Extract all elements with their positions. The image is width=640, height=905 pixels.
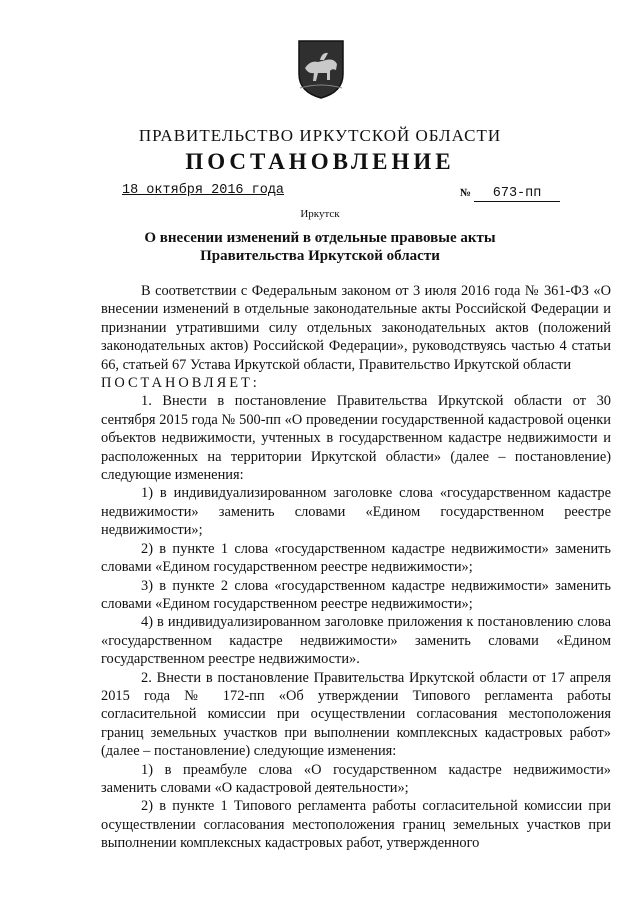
paragraph: 4) в индивидуализированном заголовке приложения к постановлению слова «государственном кадастре недвижимости» заменить словами «Едином государственном реестре недвижимости». — [101, 614, 611, 668]
document-number: 673-пп — [474, 186, 560, 202]
resolution-word: ПОСТАНОВЛЯЕТ: — [101, 375, 260, 392]
document-number-row — [460, 185, 560, 202]
document-date: 18 октября 2016 года — [122, 183, 285, 198]
paragraph: 2) в пункте 1 Типового регламента работы согласительной комиссии при осуществлении согласования местоположения границ земельных участков при выполнении комплексных кадастровых работ, утвержденного — [101, 798, 611, 852]
paragraph: В соответствии с Федеральным законом от 3 июля 2016 года № 361-ФЗ «О внесении изменений в отдельные законодательные акты Российской Федерации и признании утратившими силу отдельных законодательных актов (положений законодательных актов) Российской Федерации», руководствуясь частью 4 статьи 66, статьей 67 Устава Иркутской области, Правительство Иркутской области — [101, 283, 611, 373]
title-line-2: Правительства Иркутской области — [200, 248, 440, 264]
coat-of-arms-emblem — [296, 38, 346, 100]
authority-name: ПРАВИТЕЛЬСТВО ИРКУТСКОЙ ОБЛАСТИ — [138, 126, 502, 145]
paragraph: 1) в преамбуле слова «О государственном кадастре недвижимости» заменить словами «О кадастровой деятельности»; — [101, 761, 611, 796]
paragraph: 2. Внести в постановление Правительства Иркутской области от 17 апреля 2015 года № 172-пп «Об утверждении Типового регламента работы согласительной комиссии при осуществлении согласования местоположения границ земельных участков при выполнении комплексных кадастровых работ» (далее – постановление) следующие изменения: — [101, 669, 611, 760]
city-name: Иркутск — [300, 208, 340, 220]
paragraph: 2) в пункте 1 слова «государственном кадастре недвижимости» заменить словами «Едином государственном реестре недвижимости»; — [101, 540, 611, 576]
document-body — [101, 282, 611, 853]
paragraph: 3) в пункте 2 слова «государственном кадастре недвижимости» заменить словами «Едином государственном реестре недвижимости»; — [101, 577, 611, 612]
paragraph: 1) в индивидуализированном заголовке слова «государственном кадастре недвижимости» заменить словами «Едином государственном реестре недвижимости»; — [101, 485, 611, 539]
number-sign: № — [460, 187, 472, 199]
title-line-1: О внесении изменений в отдельные правовые акты — [144, 230, 496, 246]
document-type: ПОСТАНОВЛЕНИЕ — [185, 149, 455, 174]
paragraph: 1. Внести в постановление Правительства Иркутской области от 30 сентября 2015 года № 500-пп «О проведении государственной кадастровой оценки объектов недвижимости, учтенных в государственном кадастре недвижимости и расположенных на территории Иркутской области» (далее – постановление) следующие изменения: — [101, 393, 611, 484]
document-title — [0, 229, 640, 265]
